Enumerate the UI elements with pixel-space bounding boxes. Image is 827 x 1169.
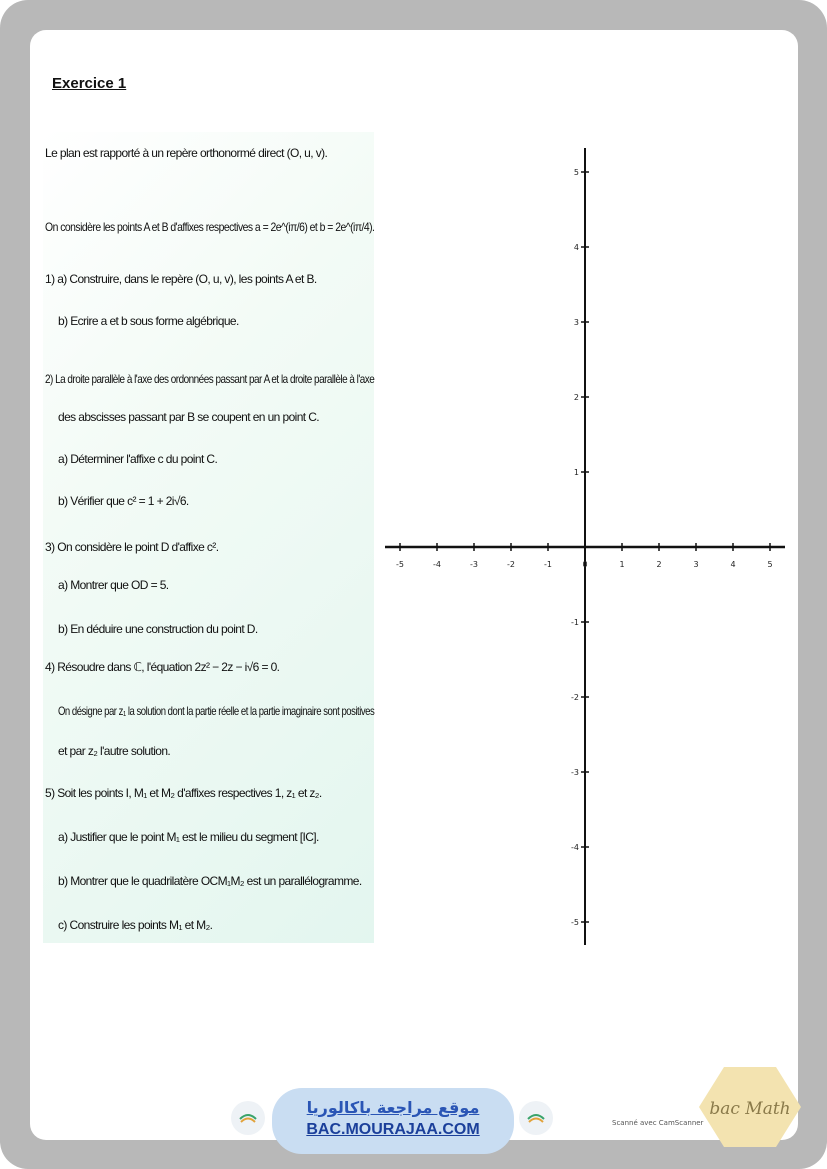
exercise-line: 2) La droite parallèle à l'axe des ordonnées passant par A et la droite parallèle à l'axe — [45, 372, 375, 386]
left-logo-icon — [231, 1101, 265, 1135]
exercise-line: 4) Résoudre dans ℂ, l'équation 2z² − 2z − i√6 = 0. — [45, 660, 280, 674]
exercise-statement-panel — [43, 132, 374, 943]
x-tick-label: 1 — [619, 560, 625, 569]
x-tick-label: 2 — [656, 560, 662, 569]
x-tick-label: 4 — [730, 560, 736, 569]
site-arabic-name[interactable]: موقع مراجعة باكالوريا — [306, 1098, 480, 1117]
x-tick-label: 0 — [582, 560, 588, 569]
x-tick-label: -3 — [470, 560, 478, 569]
right-logo-icon — [519, 1101, 553, 1135]
y-tick-label: -3 — [571, 768, 579, 777]
exercise-line: a) Montrer que OD = 5. — [58, 578, 169, 592]
exercise-line: 1) a) Construire, dans le repère (O, u, v), les points A et B. — [45, 272, 317, 286]
x-tick-label: -2 — [507, 560, 515, 569]
exercise-line: a) Justifier que le point M₁ est le milieu du segment [IC]. — [58, 830, 319, 844]
y-tick-label: -2 — [571, 693, 579, 702]
scanner-note: Scanné avec CamScanner — [612, 1119, 704, 1127]
x-tick-label: 5 — [767, 560, 773, 569]
x-tick-label: 3 — [693, 560, 699, 569]
x-tick-label: -5 — [396, 560, 404, 569]
exercise-line: Le plan est rapporté à un repère orthonormé direct (O, u, v). — [45, 146, 328, 160]
y-tick-label: 3 — [573, 318, 579, 327]
exercise-title: Exercice 1 — [52, 75, 127, 92]
exercise-line: et par z₂ l'autre solution. — [58, 744, 171, 758]
site-badge[interactable] — [272, 1088, 514, 1154]
y-tick-label: 4 — [573, 243, 579, 252]
exercise-line: On considère les points A et B d'affixes respectives a = 2e^(iπ/6) et b = 2e^(iπ/4). — [45, 220, 375, 234]
exercise-line: b) En déduire une construction du point D. — [58, 622, 258, 636]
y-tick-label: -5 — [571, 918, 579, 927]
exercise-line: 3) On considère le point D d'affixe c². — [45, 540, 219, 554]
exercise-line: a) Déterminer l'affixe c du point C. — [58, 452, 218, 466]
exercise-line: b) Vérifier que c² = 1 + 2i√6. — [58, 494, 189, 508]
coordinate-axes — [380, 140, 790, 950]
exercise-line: b) Montrer que le quadrilatère OCM₁M₂ est un parallélogramme. — [58, 874, 362, 888]
exercise-line: b) Ecrire a et b sous forme algébrique. — [58, 314, 239, 328]
brand-text: bac Math — [709, 1099, 791, 1119]
bac-math-logo — [698, 1066, 802, 1148]
exercise-line: 5) Soit les points I, M₁ et M₂ d'affixes respectives 1, z₁ et z₂. — [45, 786, 322, 800]
exercise-line: c) Construire les points M₁ et M₂. — [58, 918, 213, 932]
y-tick-label: 2 — [573, 393, 579, 402]
x-tick-label: -1 — [544, 560, 552, 569]
y-tick-label: 5 — [573, 168, 579, 177]
y-tick-label: 1 — [573, 468, 579, 477]
exercise-line: On désigne par z₁ la solution dont la partie réelle et la partie imaginaire sont positives — [58, 704, 375, 718]
site-url-link[interactable]: BAC.MOURAJAA.COM — [306, 1121, 480, 1138]
x-tick-label: -4 — [433, 560, 441, 569]
exercise-line: des abscisses passant par B se coupent en un point C. — [58, 410, 320, 424]
y-tick-label: -4 — [571, 843, 579, 852]
y-tick-label: -1 — [571, 618, 579, 627]
